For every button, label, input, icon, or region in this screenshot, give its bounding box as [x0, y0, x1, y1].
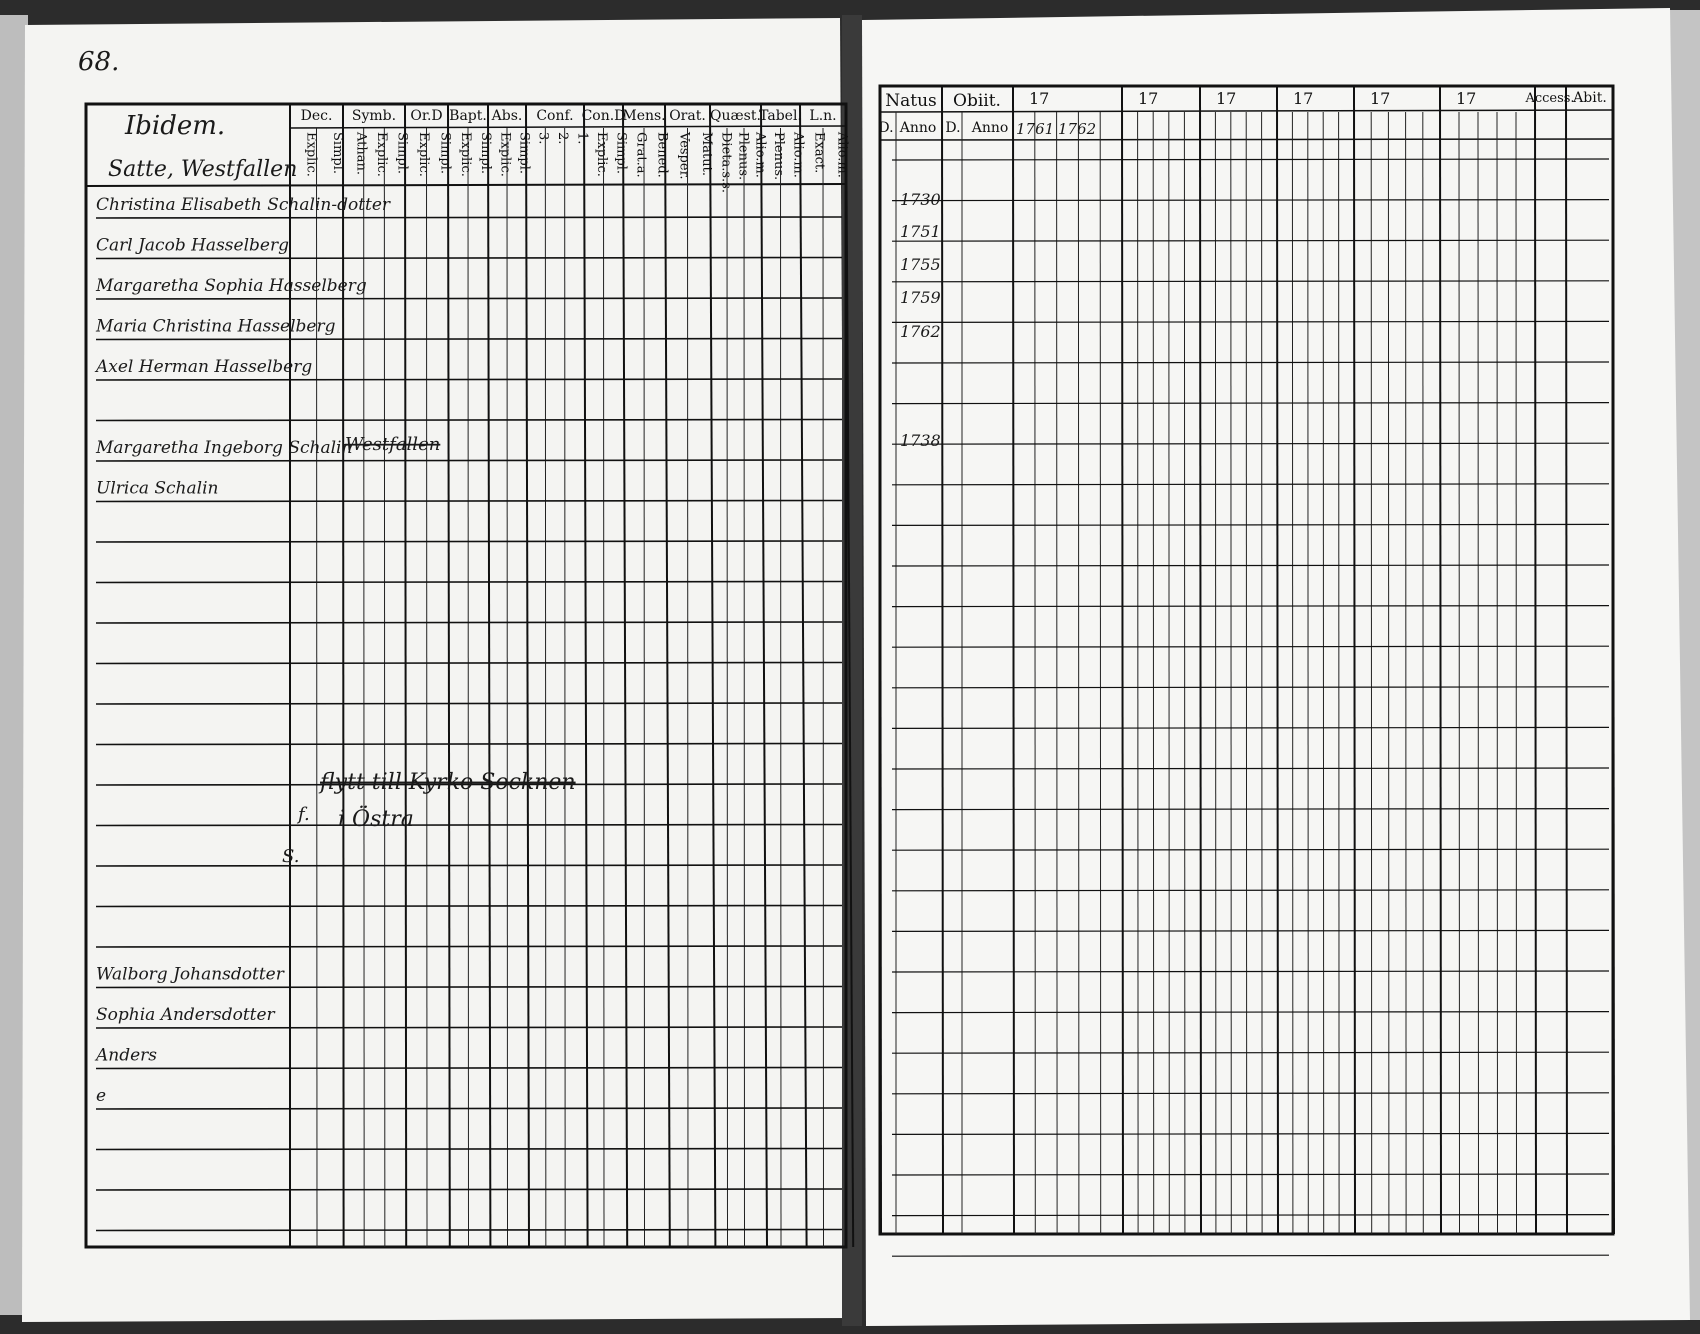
column-header-label: Quæst. [710, 108, 761, 124]
year-entry: 1762 [1058, 120, 1097, 138]
left-subcolumn-line [545, 128, 546, 1247]
year-group-header: 17 [1456, 89, 1477, 108]
left-row-line [96, 501, 842, 502]
year-subcolumn-line [1215, 112, 1216, 1234]
left-row-line [96, 865, 842, 866]
column-subheader-label: Simpl. [437, 132, 453, 175]
register-name: Margaretha Ingeborg Schalin [96, 438, 353, 458]
column-subheader-label: 2. [555, 132, 570, 145]
column-subheader-label: Dieta.s.s. [718, 132, 734, 193]
year-entry: 1761 [1016, 120, 1055, 138]
year-subcolumn-line [1371, 112, 1372, 1234]
column-header-label: Mens. [622, 108, 666, 124]
register-name: Walborg Johansdotter [96, 964, 284, 985]
right-column-line [942, 86, 943, 1234]
left-row-line [96, 258, 842, 259]
left-row-line [96, 1230, 842, 1231]
year-subcolumn-line [1153, 112, 1154, 1234]
page-number: 68. [78, 47, 120, 77]
register-name: Sophia Andersdotter [96, 1005, 275, 1025]
register-name: Maria Christina Hasselberg [96, 316, 336, 337]
column-header-label: L.n. [809, 108, 837, 124]
walborg-move-note: flytt till Kyrko Socknen [320, 770, 576, 795]
left-row-line [96, 541, 842, 542]
right-column-line [1613, 86, 1614, 1234]
register-name: Anders [96, 1045, 158, 1066]
column-header-label: Con.D [581, 108, 626, 124]
left-row-line [96, 703, 842, 704]
right-column-line [1013, 86, 1014, 1234]
column-subheader-label: Explic. [374, 132, 389, 177]
left-row-line [96, 217, 842, 218]
column-subheader-label: Alio.m. [752, 132, 768, 178]
left-row-line [96, 1149, 842, 1150]
left-row-line [96, 420, 842, 421]
column-subheader-label: Simpl. [329, 132, 345, 175]
year-group-header: 17 [1293, 89, 1314, 108]
left-subcolumn-line [468, 128, 469, 1247]
column-subheader-label: Simpl. [394, 132, 410, 175]
left-row-line [96, 622, 842, 623]
left-subcolumn-line [384, 128, 385, 1247]
left-row-line [96, 825, 842, 826]
year-subcolumn-line [1262, 112, 1263, 1234]
register-header-subtitle: Satte, Westfallen [108, 157, 298, 182]
right-column-header: Anno [971, 120, 1009, 136]
right-column-header: Obiit. [953, 91, 1001, 111]
column-subheader-label: Bened. [654, 132, 670, 178]
right-column-header: Access. [1525, 91, 1575, 106]
left-column-line [405, 104, 406, 1247]
register-name: e [96, 1086, 107, 1106]
register-header-title: Ibidem. [125, 111, 226, 141]
year-group-header: 17 [1370, 89, 1391, 108]
left-subcolumn-line [823, 128, 824, 1247]
column-subheader-label: Simpl. [516, 132, 532, 175]
left-row-line [96, 1068, 842, 1069]
year-subcolumn-line [1035, 112, 1036, 1234]
year-subcolumn-line [1423, 112, 1424, 1234]
left-row-line [96, 663, 842, 664]
birth-year: 1755 [900, 255, 941, 274]
birth-year: 1730 [900, 190, 941, 209]
year-subcolumn-line [1339, 112, 1340, 1234]
right-column-line [1440, 86, 1441, 1234]
left-row-line [96, 460, 842, 461]
column-subheader-label: Plenus. [770, 132, 786, 181]
register-name: Margaretha Sophia Hasselberg [96, 276, 367, 296]
left-row-line [96, 379, 842, 380]
right-column-header: Anno [899, 120, 937, 136]
column-subheader-label: Explic. [497, 132, 513, 177]
column-subheader-label: 1. [574, 132, 590, 145]
right-column-line [1277, 86, 1278, 1234]
register-name: Christina Elisabeth Schalin-dotter [96, 195, 391, 215]
right-column-header: D. [878, 120, 894, 136]
left-subcolumn-line [565, 128, 566, 1247]
year-subcolumn-line [1516, 112, 1517, 1234]
right-column-header: D. [945, 120, 961, 136]
left-subcolumn-line [688, 128, 689, 1247]
year-subcolumn-line [1308, 112, 1309, 1234]
column-subheader-label: Grat.a. [633, 132, 649, 178]
right-column-line [880, 86, 881, 1234]
year-subcolumn-line [1478, 112, 1479, 1234]
column-header-label: Conf. [536, 108, 574, 124]
left-row-line [96, 582, 842, 583]
year-subcolumn-line [1138, 112, 1139, 1234]
year-subcolumn-line [1406, 112, 1407, 1234]
right-column-line [1122, 86, 1123, 1234]
column-subheader-label: Alio.m. [790, 132, 806, 178]
margin-mark-f: f. [298, 804, 310, 825]
column-subheader-label: Vesper. [676, 132, 692, 180]
left-row-line [96, 339, 842, 340]
right-column-header: Natus [885, 91, 937, 111]
column-subheader-label: Matut. [698, 132, 714, 177]
right-column-header: Abit. [1573, 90, 1607, 106]
margin-mark-s: S. [282, 846, 300, 867]
left-subcolumn-line [727, 128, 728, 1247]
register-name: Carl Jacob Hasselberg [96, 235, 289, 256]
left-subcolumn-line [427, 128, 428, 1247]
column-header-label: Dec. [300, 108, 333, 124]
year-subcolumn-line [1100, 112, 1101, 1234]
left-row-line [96, 298, 842, 299]
year-subcolumn-line [1388, 112, 1389, 1234]
birth-year: 1751 [900, 222, 941, 241]
left-row-line [96, 744, 842, 745]
year-subcolumn-line [1497, 112, 1498, 1234]
column-subheader-label: Simpl. [478, 132, 493, 175]
column-subheader-label: Explic. [458, 132, 473, 177]
column-header-label: Bapt. [449, 108, 487, 124]
left-subcolumn-line [644, 128, 645, 1247]
right-column-line [1354, 86, 1355, 1234]
right-column-line [1200, 86, 1201, 1234]
column-subheader-label: Explic. [303, 132, 319, 177]
year-group-header: 17 [1216, 89, 1237, 108]
year-group-header: 17 [1029, 89, 1050, 108]
year-subcolumn-line [1459, 112, 1460, 1234]
column-subheader-label: Explic. [415, 132, 431, 177]
column-header-label: Symb. [351, 108, 397, 124]
left-row-line [96, 987, 842, 988]
column-header-label: Orat. [669, 108, 706, 124]
column-subheader-label: Exact. [811, 132, 827, 174]
column-subheader-label: Alio.m. [834, 132, 850, 178]
left-row-line [96, 1027, 842, 1028]
year-group-header: 17 [1138, 89, 1159, 108]
left-subcolumn-line [781, 128, 782, 1247]
left-row-line [96, 946, 842, 947]
left-subcolumn-line [507, 128, 508, 1247]
birth-year: 1738 [900, 431, 941, 450]
column-subheader-label: Athan. [353, 132, 369, 176]
birth-year: 1762 [900, 322, 941, 341]
year-subcolumn-line [1184, 112, 1185, 1234]
year-subcolumn-line [1078, 112, 1079, 1234]
year-subcolumn-line [1246, 112, 1247, 1234]
year-subcolumn-line [1323, 112, 1324, 1234]
right-column-line [1535, 86, 1536, 1234]
left-row-line [96, 1108, 842, 1109]
register-name: Axel Herman Hasselberg [96, 357, 313, 377]
column-subheader-label: Explic. [593, 132, 609, 177]
birth-year: 1759 [900, 288, 941, 307]
register-name: Ulrica Schalin [96, 478, 219, 499]
year-subcolumn-line [1231, 112, 1232, 1234]
column-subheader-label: Plenus. [735, 132, 751, 181]
struck-note: Westfallen [345, 434, 441, 455]
left-row-line [96, 906, 842, 907]
column-subheader-label: 3. [535, 132, 551, 145]
sophia-note: i Östra [338, 807, 414, 832]
column-header-label: Tabel. [759, 108, 802, 124]
column-header-label: Or.D [410, 108, 443, 124]
left-subcolumn-line [744, 128, 745, 1247]
year-subcolumn-line [1057, 112, 1058, 1234]
left-subcolumn-line [604, 128, 605, 1247]
left-row-line [96, 1189, 842, 1190]
year-subcolumn-line [1169, 112, 1170, 1234]
right-column-line [1566, 86, 1567, 1234]
year-subcolumn-line [1292, 112, 1293, 1234]
column-subheader-label: Simpl. [613, 132, 629, 175]
column-header-label: Abs. [491, 108, 523, 124]
